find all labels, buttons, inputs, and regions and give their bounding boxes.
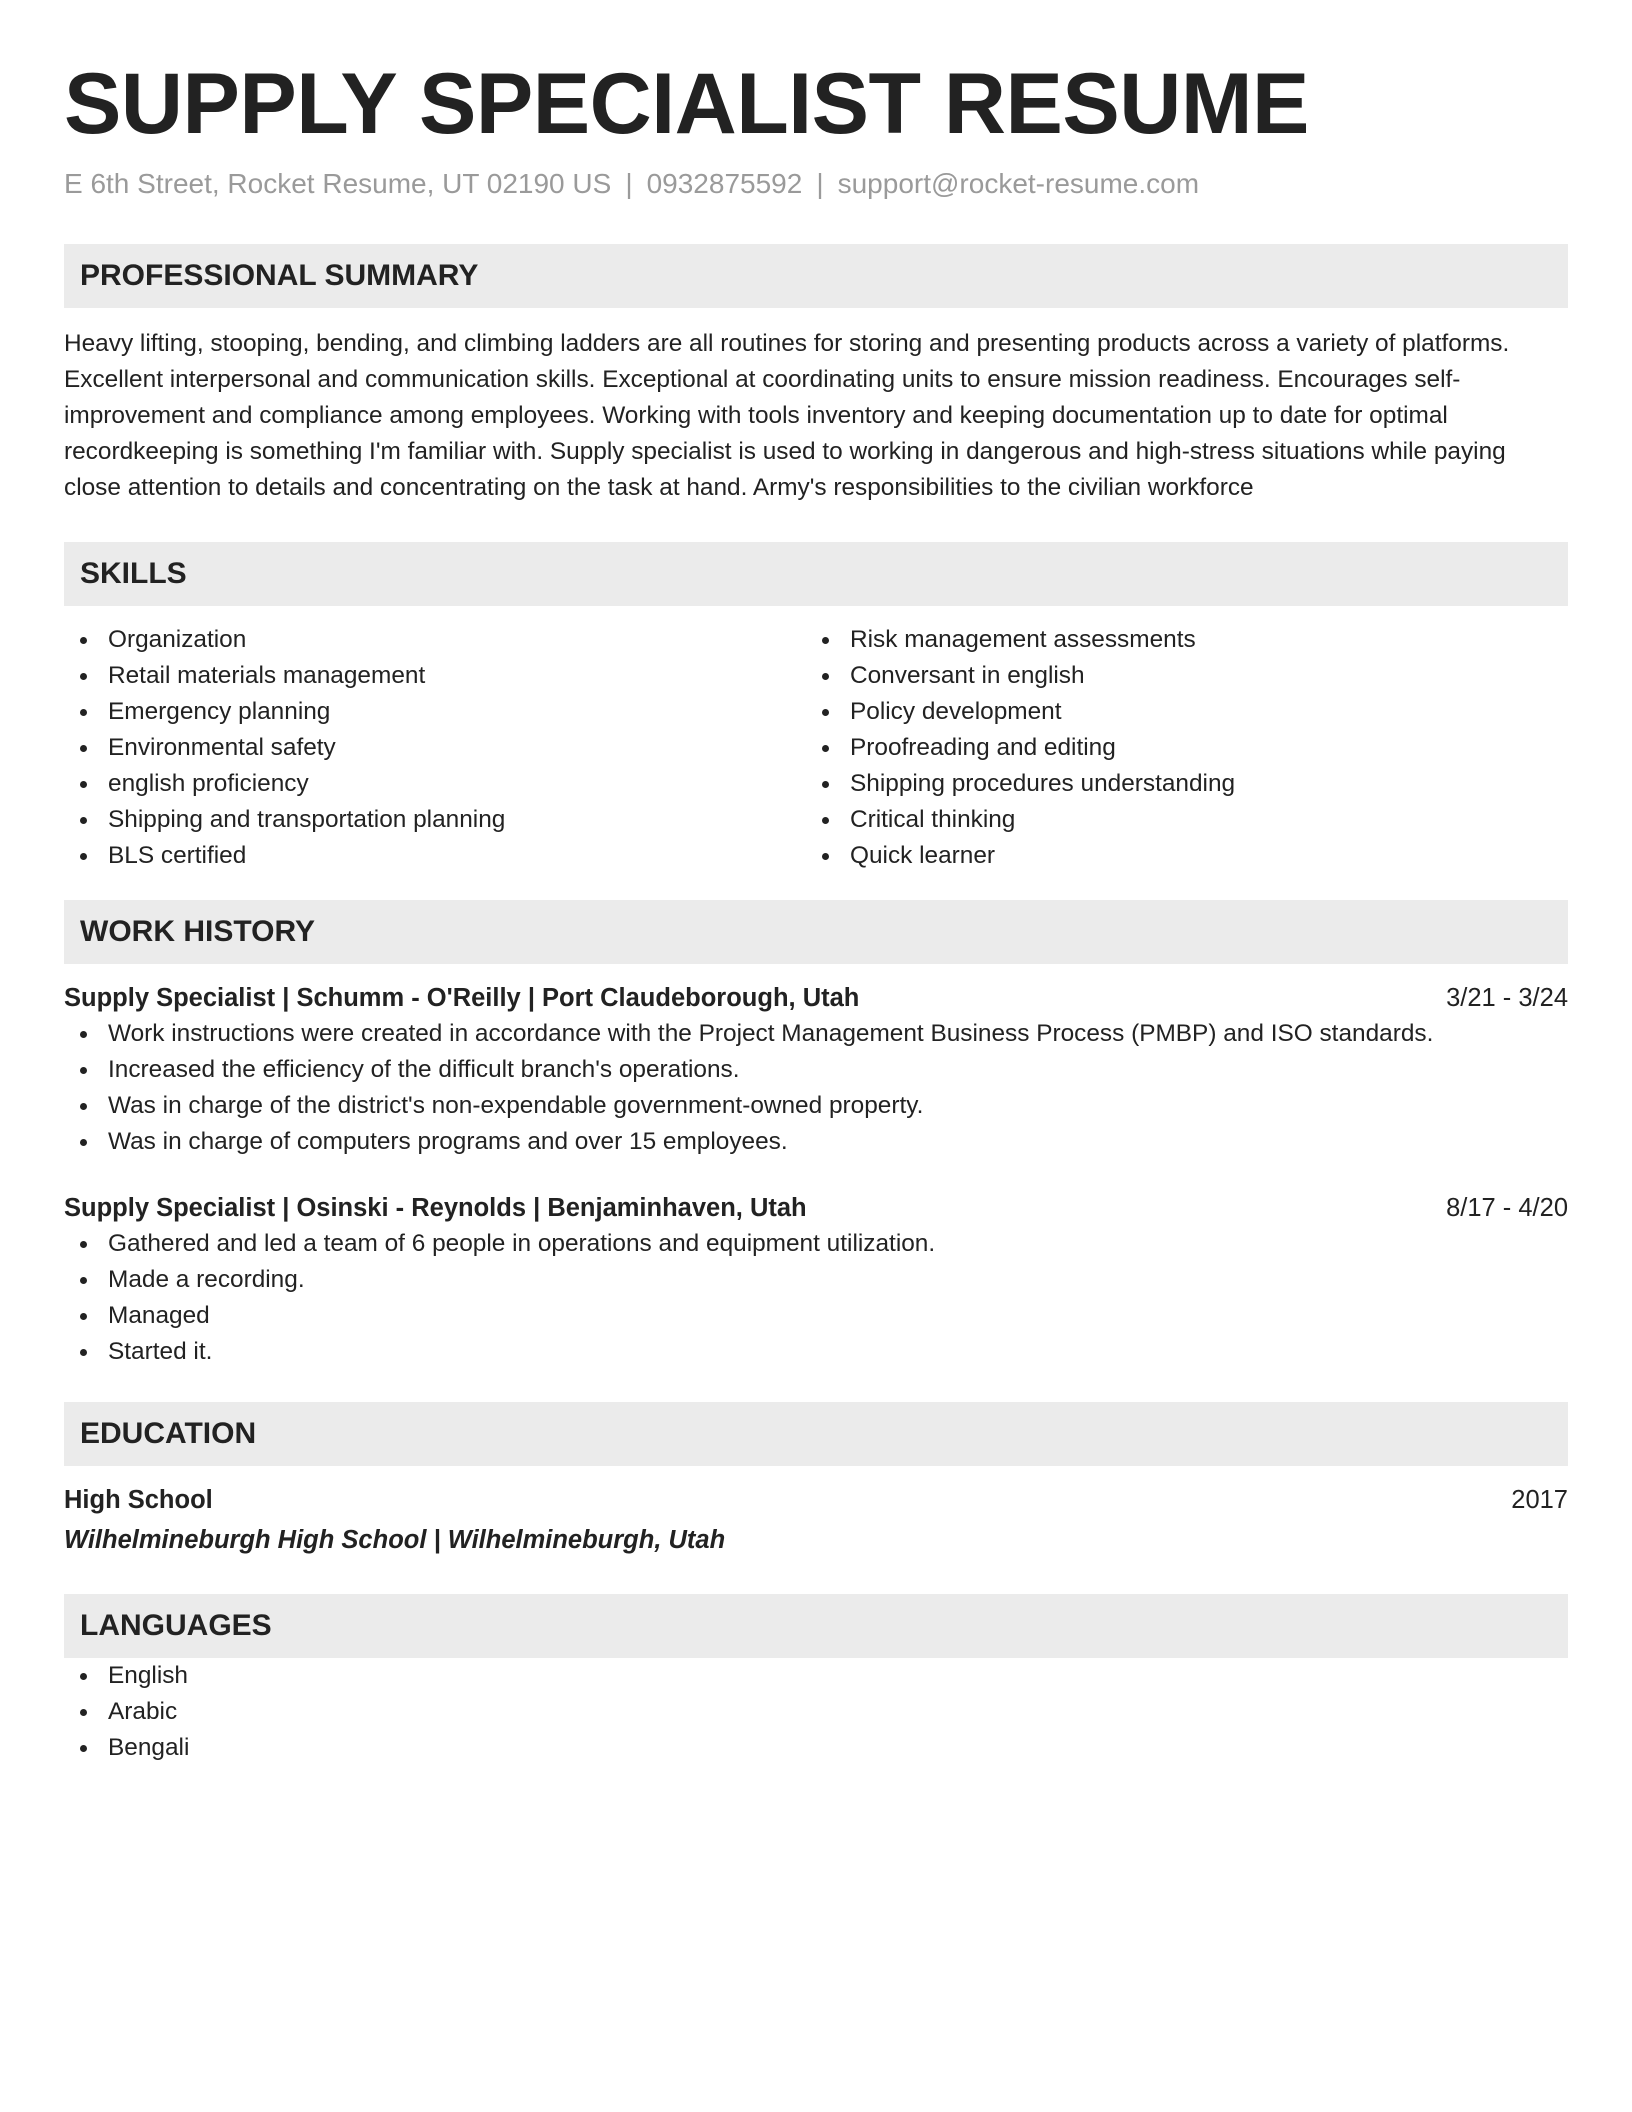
job-bullet: Gathered and led a team of 6 people in operations and equipment utilization. bbox=[64, 1226, 1568, 1262]
education-school: Wilhelmineburgh High School | Wilhelmineburgh, Utah bbox=[64, 1526, 726, 1554]
skill-item: Emergency planning bbox=[64, 694, 806, 730]
section-heading-summary: PROFESSIONAL SUMMARY bbox=[64, 244, 1568, 308]
education-header bbox=[64, 1482, 1568, 1518]
section-heading-languages: LANGUAGES bbox=[64, 1594, 1568, 1658]
job-dates: 8/17 - 4/20 bbox=[1446, 1194, 1568, 1222]
job-title: Supply Specialist | Osinski - Reynolds | Benjaminhaven, Utah bbox=[64, 1194, 807, 1222]
job-dates: 3/21 - 3/24 bbox=[1446, 984, 1568, 1012]
resume-title: SUPPLY SPECIALIST RESUME bbox=[64, 56, 1309, 152]
skill-item: Quick learner bbox=[806, 838, 1548, 874]
contact-separator: | bbox=[816, 168, 824, 199]
job-bullet: Was in charge of computers programs and over 15 employees. bbox=[64, 1124, 1568, 1160]
contact-line bbox=[64, 166, 1568, 202]
education-degree: High School bbox=[64, 1486, 213, 1514]
language-item: Arabic bbox=[64, 1694, 1568, 1730]
skills-list-right bbox=[806, 622, 1548, 874]
contact-email: support@rocket-resume.com bbox=[837, 168, 1200, 199]
languages-list bbox=[64, 1658, 1568, 1766]
job-header bbox=[64, 1190, 1568, 1226]
contact-phone: 0932875592 bbox=[646, 168, 803, 199]
skill-item: Organization bbox=[64, 622, 806, 658]
job-bullets bbox=[64, 1226, 1568, 1370]
job-bullet: Managed bbox=[64, 1298, 1568, 1334]
job-bullet: Work instructions were created in accordance with the Project Management Business Process (PMBP) and ISO standards. bbox=[64, 1016, 1568, 1052]
skill-item: Conversant in english bbox=[806, 658, 1548, 694]
section-heading-work-history: WORK HISTORY bbox=[64, 900, 1568, 964]
job-header bbox=[64, 980, 1568, 1016]
skill-item: BLS certified bbox=[64, 838, 806, 874]
skill-item: Critical thinking bbox=[806, 802, 1548, 838]
section-heading-education: EDUCATION bbox=[64, 1402, 1568, 1466]
job-bullets bbox=[64, 1016, 1568, 1160]
skills-list-left bbox=[64, 622, 806, 874]
job-bullet: Increased the efficiency of the difficult branch's operations. bbox=[64, 1052, 1568, 1088]
skill-item: Shipping and transportation planning bbox=[64, 802, 806, 838]
section-heading-skills: SKILLS bbox=[64, 542, 1568, 606]
contact-address: E 6th Street, Rocket Resume, UT 02190 US bbox=[64, 168, 612, 199]
contact-separator: | bbox=[625, 168, 633, 199]
resume-page bbox=[64, 54, 1568, 1766]
skill-item: Proofreading and editing bbox=[806, 730, 1548, 766]
language-item: Bengali bbox=[64, 1730, 1568, 1766]
skill-item: Risk management assessments bbox=[806, 622, 1548, 658]
skill-item: Environmental safety bbox=[64, 730, 806, 766]
language-item: English bbox=[64, 1658, 1568, 1694]
summary-text: Heavy lifting, stooping, bending, and climbing ladders are all routines for storing and presenting products across a variety of platforms. Excellent interpersonal and communication skills. Exceptional at coordinating units to ensure mission readiness. Encourages self-improvement and compliance among employees. Working with tools inventory and keeping documentation up to date for optimal recordkeeping is something I'm familiar with. Supply specialist is used to working in dangerous and high-stress situations while paying close attention to details and concentrating on the task at hand. Army's responsibilities to the civilian workforce bbox=[64, 330, 1510, 501]
skills-columns bbox=[64, 622, 1568, 874]
education-year: 2017 bbox=[1511, 1486, 1568, 1514]
skill-item: Retail materials management bbox=[64, 658, 806, 694]
job-bullet: Was in charge of the district's non-expendable government-owned property. bbox=[64, 1088, 1568, 1124]
skill-item: Policy development bbox=[806, 694, 1548, 730]
job-title: Supply Specialist | Schumm - O'Reilly | Port Claudeborough, Utah bbox=[64, 984, 860, 1012]
skill-item: english proficiency bbox=[64, 766, 806, 802]
job-bullet: Started it. bbox=[64, 1334, 1568, 1370]
skill-item: Shipping procedures understanding bbox=[806, 766, 1548, 802]
job-bullet: Made a recording. bbox=[64, 1262, 1568, 1298]
